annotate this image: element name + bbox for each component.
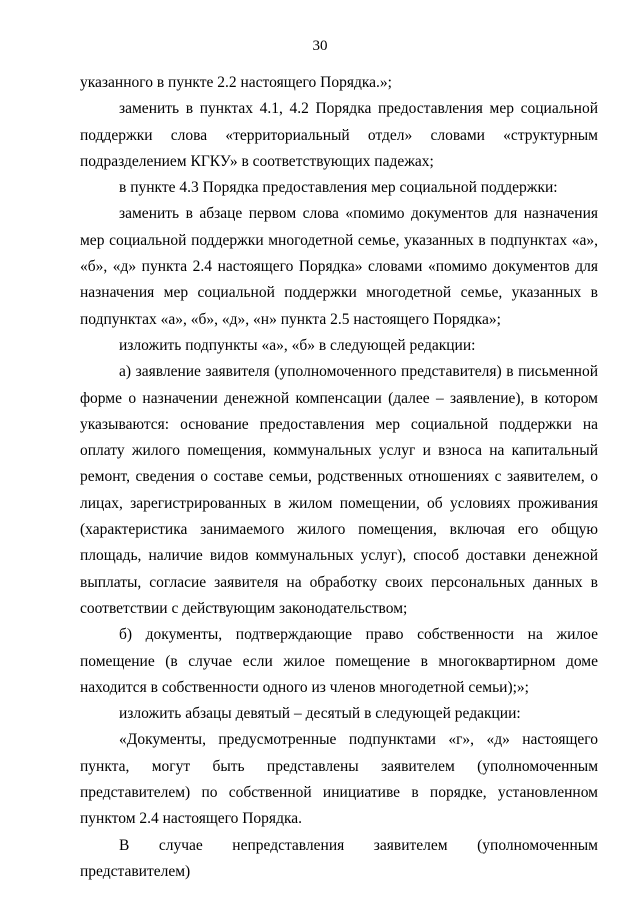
paragraph: «Документы, предусмотренные подпунктами «г», «д» настоящего пункта, могут быть представлены заявителем (уполномоченным представителем) по собственной инициативе в порядке, установленном пунктом 2.4 настоящего Порядка. [80, 731, 598, 828]
paragraph: В случае непредставления заявителем (уполномоченным представителем) [80, 836, 598, 880]
paragraph: в пункте 4.3 Порядка предоставления мер социальной поддержки: [119, 179, 558, 197]
page-number: 30 [312, 38, 328, 54]
paragraph: изложить абзацы девятый – десятый в следующей редакции: [119, 705, 521, 723]
paragraph: изложить подпункты «а», «б» в следующей редакции: [119, 336, 476, 354]
paragraph: а) заявление заявителя (уполномоченного представителя) в письменной форме о назначении денежной компенсации (далее – заявление), в котором указываются: основание предоставления мер социальной поддержки на оплату жилого помещения, коммунальных услуг и взноса на капитальный ремонт, сведения о составе семьи, родственных отношениях с заявителем, о лицах, зарегистрированных в жилом помещении, об условиях проживания (характеристика занимаемого жилого помещения, включая его общую площадь, наличие видов коммунальных услуг), способ доставки денежной выплаты, согласие заявителя на обработку своих персональных данных в соответствии с действующим законодательством; [80, 363, 598, 617]
paragraph: указанного в пункте 2.2 настоящего Порядка.»; [80, 74, 392, 91]
paragraph: заменить в абзаце первом слова «помимо документов для назначения мер социальной поддержки многодетной семье, указанных в подпунктах «а», «б», «д» пункта 2.4 настоящего Порядка» словами «помимо документов для назначения мер социальной поддержки многодетной семье, указанных в подпунктах «а», «б», «д», «н» пункта 2.5 настоящего Порядка»; [80, 205, 598, 328]
paragraph: б) документы, подтверждающие право собственности на жилое помещение (в случае если жилое помещение в многоквартирном доме находится в собственности одного из членов многодетной семьи);»; [80, 626, 598, 696]
document-body [80, 70, 598, 885]
paragraph: заменить в пунктах 4.1, 4.2 Порядка предоставления мер социальной поддержки слова «территориальный отдел» словами «структурным подразделением КГКУ» в соответствующих падежах; [80, 100, 598, 170]
